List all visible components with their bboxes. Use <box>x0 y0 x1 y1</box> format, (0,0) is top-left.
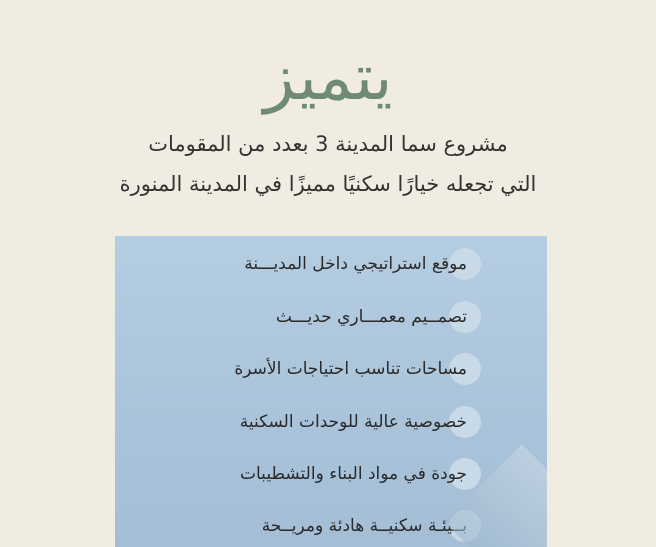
features-panel <box>115 236 547 547</box>
feature-label: تصمــيم معمـــاري حديـــث <box>275 307 467 327</box>
intro-line: التي تجعله خيارًا سكنيًا مميزًا في المدينة المنورة <box>119 172 537 196</box>
feature-item <box>115 500 547 547</box>
feature-item <box>115 396 547 448</box>
feature-item <box>115 343 547 395</box>
intro-text <box>0 124 656 204</box>
feature-label: خصوصية عالية للوحدات السكنية <box>239 412 467 432</box>
feature-label: جودة في مواد البناء والتشطيبات <box>240 464 467 484</box>
intro-line: مشروع سما المدينة 3 بعدد من المقومات <box>148 132 508 156</box>
feature-item <box>115 238 547 290</box>
feature-label: مساحات تناسب احتياجات الأسرة <box>234 359 467 379</box>
feature-item <box>115 448 547 500</box>
feature-item <box>115 291 547 343</box>
page-heading: يتميز <box>263 41 393 115</box>
feature-label: بــيئـة سكنيــة هادئة ومريــحة <box>261 516 467 536</box>
feature-label: موقع استراتيجي داخل المديـــنة <box>244 254 467 274</box>
